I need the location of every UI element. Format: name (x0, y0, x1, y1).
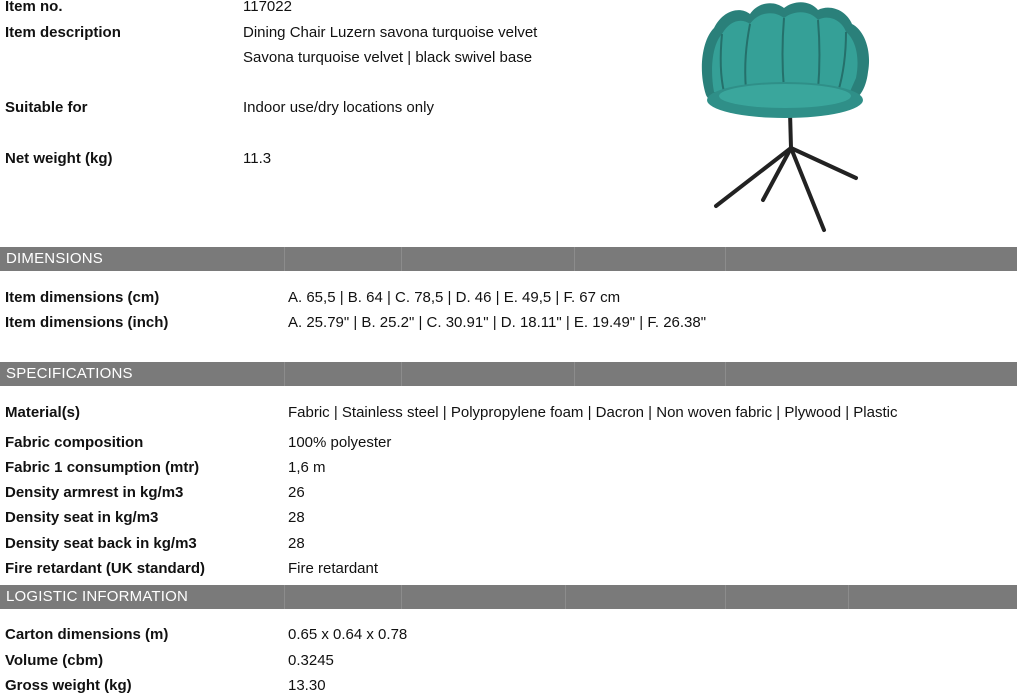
gross-weight-value: 13.30 (288, 677, 326, 694)
density-seat-back-value: 28 (288, 535, 305, 552)
density-armrest-value: 26 (288, 484, 305, 501)
suitable-for-label: Suitable for (5, 99, 88, 116)
fabric-composition-label: Fabric composition (5, 434, 144, 451)
fabric-consumption-value: 1,6 m (288, 459, 326, 476)
carton-dimensions-label: Carton dimensions (m) (5, 626, 169, 643)
item-number-label: Item no. (5, 0, 63, 15)
item-description-line2: Savona turquoise velvet | black swivel base (243, 49, 533, 66)
item-description-label: Item description (5, 24, 121, 41)
carton-dimensions-value: 0.65 x 0.64 x 0.78 (288, 626, 408, 643)
density-armrest-label: Density armrest in kg/m3 (5, 484, 184, 501)
density-seat-back-label: Density seat back in kg/m3 (5, 535, 197, 552)
item-description-line1: Dining Chair Luzern savona turquoise velvet (243, 24, 538, 41)
item-number-value: 117022 (243, 0, 292, 15)
fabric-consumption-label: Fabric 1 consumption (mtr) (5, 459, 200, 476)
dimensions-title: DIMENSIONS (6, 250, 104, 267)
chair-base (716, 112, 856, 230)
volume-value: 0.3245 (288, 652, 334, 669)
chair-shell (702, 2, 869, 118)
specifications-title: SPECIFICATIONS (6, 365, 133, 382)
materials-value: Fabric | Stainless steel | Polypropylene foam | Dacron | Non woven fabric | Plywood | Plastic (288, 404, 898, 421)
specifications-section-header (0, 362, 1017, 386)
logistic-section-header (0, 585, 1017, 609)
dimensions-cm-value: A. 65,5 | B. 64 | C. 78,5 | D. 46 | E. 49,5 | F. 67 cm (288, 289, 621, 306)
net-weight-label: Net weight (kg) (5, 150, 113, 167)
dimensions-section-header (0, 247, 1017, 271)
density-seat-value: 28 (288, 509, 305, 526)
dimensions-inch-value: A. 25.79" | B. 25.2" | C. 30.91" | D. 18.11" | E. 19.49" | F. 26.38" (288, 314, 707, 331)
density-seat-label: Density seat in kg/m3 (5, 509, 159, 526)
logistic-title: LOGISTIC INFORMATION (6, 588, 189, 605)
dimensions-inch-label: Item dimensions (inch) (5, 314, 169, 331)
materials-label: Material(s) (5, 404, 81, 421)
net-weight-value: 11.3 (243, 150, 272, 167)
volume-label: Volume (cbm) (5, 652, 104, 669)
gross-weight-label: Gross weight (kg) (5, 677, 132, 694)
product-image (688, 0, 898, 236)
fire-retardant-value: Fire retardant (288, 560, 379, 577)
suitable-for-value: Indoor use/dry locations only (243, 99, 434, 116)
fabric-composition-value: 100% polyester (288, 434, 392, 451)
dimensions-cm-label: Item dimensions (cm) (5, 289, 160, 306)
fire-retardant-label: Fire retardant (UK standard) (5, 560, 206, 577)
